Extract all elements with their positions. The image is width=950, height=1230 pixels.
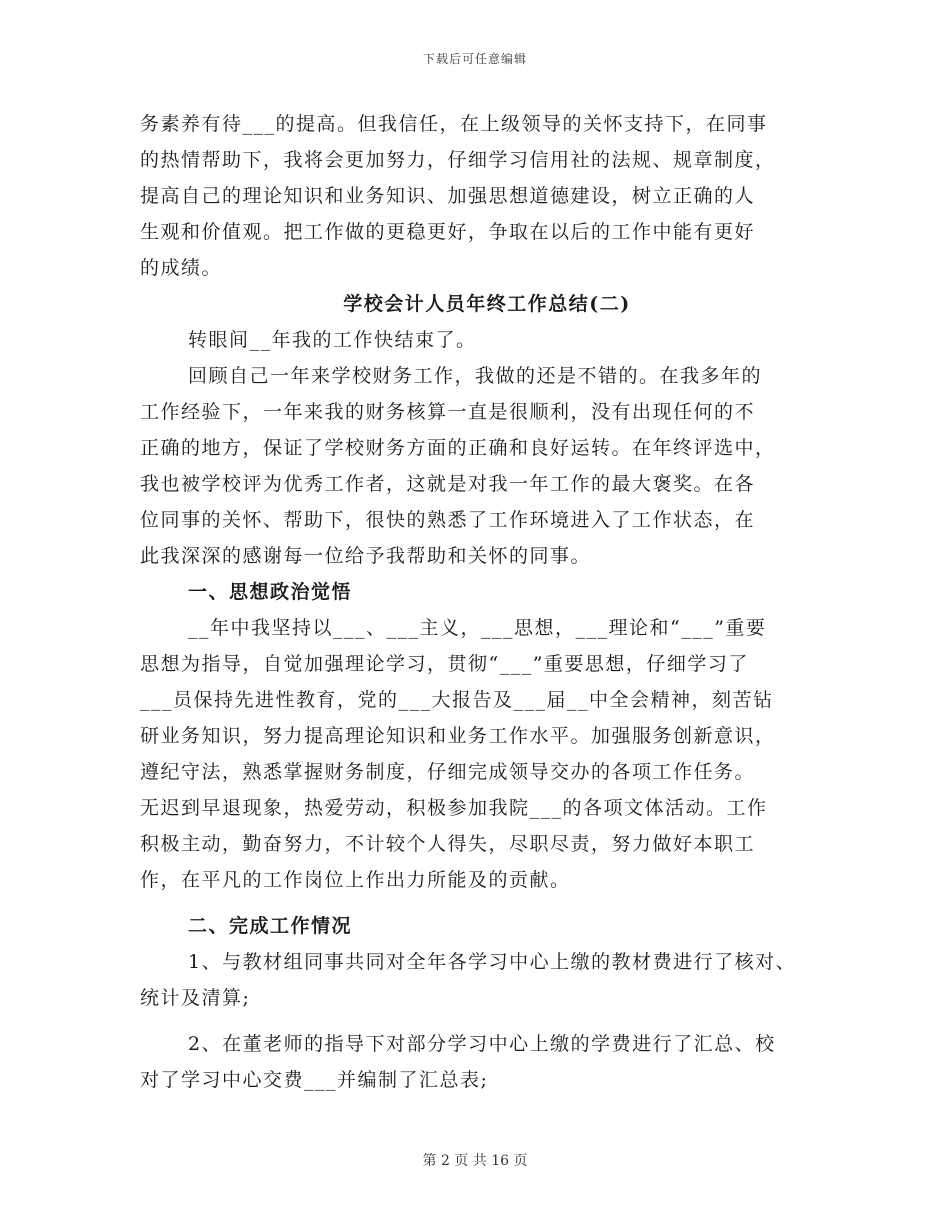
text-line: 的成绩。	[140, 257, 223, 279]
text-line: 对了学习中心交费___并编制了汇总表;	[140, 1069, 489, 1091]
text-line: 2、在董老师的指导下对部分学习中心上缴的学费进行了汇总、校	[188, 1033, 776, 1055]
text-line: 位同事的关怀、帮助下，很快的熟悉了工作环境进入了工作状态，在	[140, 509, 756, 531]
text-line: 工作经验下，一年来我的财务核算一直是很顺利，没有出现任何的不	[140, 401, 756, 423]
text-line: 1、与教材组同事共同对全年各学习中心上缴的教材费进行了核对、	[188, 951, 797, 973]
text-line: 作，在平凡的工作岗位上作出力所能及的贡献。	[140, 869, 571, 891]
text-line: 此我深深的感谢每一位给予我帮助和关怀的同事。	[140, 545, 592, 567]
text-line: 我也被学校评为优秀工作者，这就是对我一年工作的最大褒奖。在各	[140, 473, 756, 495]
text-line: ___员保持先进性教育，党的___大报告及___届__中全会精神，刻苦钻	[140, 689, 774, 711]
text-line: 提高自己的理论知识和业务知识、加强思想道德建设，树立正确的人	[140, 185, 756, 207]
text-line: 回顾自己一年来学校财务工作，我做的还是不错的。在我多年的	[188, 365, 763, 387]
text-line: __年中我坚持以___、___主义，___思想，___理论和“___”重要	[188, 617, 767, 639]
text-line: 务素养有待___的提高。但我信任，在上级领导的关怀支持下，在同事	[140, 113, 768, 135]
text-line: 无迟到早退现象，热爱劳动，积极参加我院___的各项文体活动。工作	[140, 797, 768, 819]
section-title: 学校会计人员年终工作总结(二)	[343, 293, 631, 315]
text-line: 积极主动，勤奋努力，不计较个人得失，尽职尽责，努力做好本职工	[140, 833, 756, 855]
text-line: 统计及清算;	[140, 987, 251, 1009]
text-line: 遵纪守法，熟悉掌握财务制度，仔细完成领导交办的各项工作任务。	[140, 761, 756, 783]
header-note: 下载后可任意编辑	[422, 52, 527, 66]
text-line: 研业务知识，努力提高理论知识和业务工作水平。加强服务创新意识，	[140, 725, 776, 747]
page-footer: 第 2 页 共 16 页	[422, 1153, 528, 1169]
text-line: 的热情帮助下，我将会更加努力，仔细学习信用社的法规、规章制度，	[140, 149, 776, 171]
heading-political: 一、思想政治觉悟	[188, 581, 353, 603]
text-line: 思想为指导，自觉加强理论学习，贯彻“___”重要思想，仔细学习了	[140, 653, 749, 675]
text-line: 转眼间__年我的工作快结束了。	[188, 329, 477, 351]
heading-work: 二、完成工作情况	[188, 915, 353, 937]
text-line: 生观和价值观。把工作做的更稳更好，争取在以后的工作中能有更好	[140, 221, 756, 243]
document-body	[140, 106, 820, 1098]
text-line: 正确的地方，保证了学校财务方面的正确和良好运转。在年终评选中，	[140, 437, 776, 459]
